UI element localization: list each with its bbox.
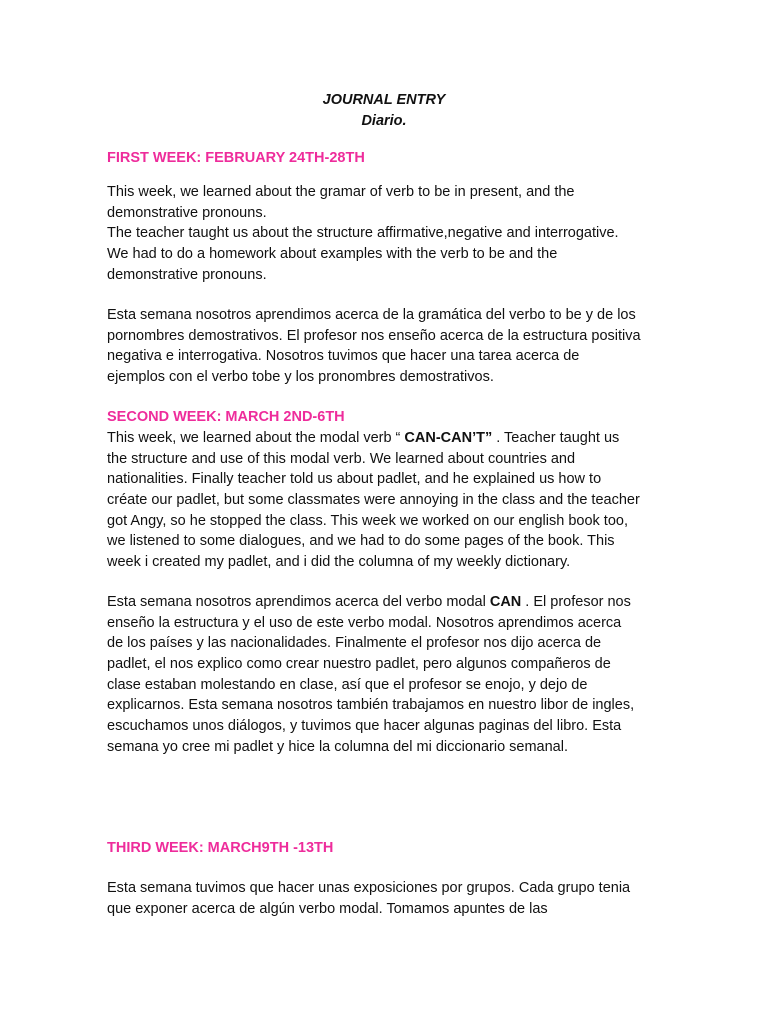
text-line: que exponer acerca de algún verbo modal. Tomamos apuntes de las [107,900,548,917]
text-segment: This week, we learned about the modal verb “ [107,430,405,446]
week1-english-paragraph [107,182,667,285]
text-line: pornombres demostrativos. El profesor nos enseño acerca de la estructura positiva [107,327,641,344]
week3-heading: THIRD WEEK: MARCH9TH -13TH [107,840,334,856]
text-line: the structure and use of this modal verb. We learned about countries and [107,450,576,467]
text-line [107,592,667,613]
text-line: demonstrative pronouns. [107,266,267,283]
modal-verb-highlight: CAN [489,594,522,610]
text-segment: Esta semana nosotros aprendimos acerca del verbo modal [107,594,490,610]
week2-spanish-paragraph [107,592,667,758]
text-line: de los países y las nacionalidades. Finalmente el profesor nos dijo acerca de [107,635,602,652]
text-line: semana yo cree mi padlet y hice la columna del mi diccionario semanal. [107,738,568,755]
text-line: week i created my padlet, and i did the columna of my weekly dictionary. [107,554,571,571]
text-line: explicarnos. Esta semana nosotros también trabajamos en nuestro libor de ingles, [107,697,635,714]
text-line: enseño la estructura y el uso de este verbo modal. Nosotros aprendimos acerca [107,614,622,631]
week2-english-paragraph [107,428,667,573]
text-line: We had to do a homework about examples with the verb to be and the [107,246,558,263]
text-line: créate our padlet, but some classmates were annoying in the class and the teacher [107,492,640,509]
text-line: The teacher taught us about the structure affirmative,negative and interrogative. [107,225,619,242]
text-line: escuchamos unos diálogos, y tuvimos que hacer algunas paginas del libro. Esta [107,718,622,735]
text-line: clase estaban molestando en clase, así que el profesor se enojo, y dejo de [107,676,588,693]
week1-heading: FIRST WEEK: FEBRUARY 24TH-28TH [107,150,365,166]
text-line: we listened to some dialogues, and we had to do some pages of the book. This [107,533,615,550]
text-line: negativa e interrogativa. Nosotros tuvimos que hacer una tarea acerca de [107,348,580,365]
week2-heading: SECOND WEEK: MARCH 2ND-6TH [107,409,345,425]
text-line: demonstrative pronouns. [107,204,267,221]
text-line: This week, we learned about the gramar of verb to be in present, and the [107,184,575,200]
journal-title: JOURNAL ENTRY [322,92,446,108]
text-line: padlet, el nos explico como crear nuestro padlet, pero algunos compañeros de [107,656,611,673]
text-line: Esta semana tuvimos que hacer unas exposiciones por grupos. Cada grupo tenia [107,880,631,896]
text-line [107,428,667,449]
week1-spanish-paragraph [107,305,667,388]
text-segment: . Teacher taught us [492,430,620,446]
text-line: Esta semana nosotros aprendimos acerca de la gramática del verbo to be y de los [107,307,636,323]
text-line: ejemplos con el verbo tobe y los pronombres demostrativos. [107,369,494,386]
text-line: got Angy, so he stopped the class. This week we worked on our english book too, [107,512,628,529]
text-line: nationalities. Finally teacher told us about padlet, and he explained us how to [107,471,602,488]
journal-subtitle: Diario. [361,113,407,129]
text-segment: . El profesor nos [521,594,631,610]
modal-verb-highlight: CAN-CAN’T” [404,430,493,446]
week3-spanish-paragraph [107,878,667,919]
